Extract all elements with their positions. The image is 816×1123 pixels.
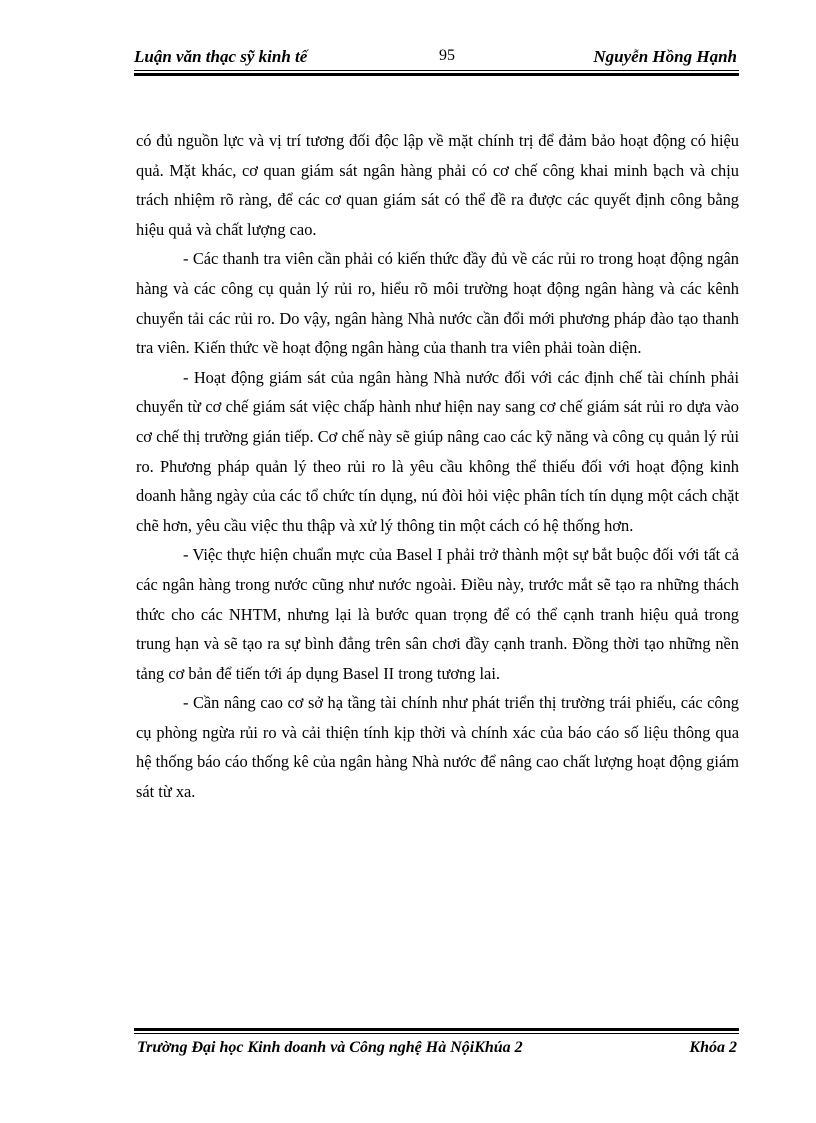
header-rule-thick <box>134 73 739 76</box>
paragraph: - Hoạt động giám sát của ngân hàng Nhà nước đối với các định chế tài chính phải chuyển từ cơ chế giám sát việc chấp hành như hiện nay sang cơ chế giám sát rủi ro dựa vào cơ chế thị trường gián tiếp. Cơ chế này sẽ giúp nâng cao các kỹ năng và công cụ quản lý rủi ro. Phương pháp quản lý theo rủi ro là yêu cầu không thể thiếu đối với hoạt động kinh doanh hằng ngày của các tổ chức tín dụng, nú đòi hỏi việc phân tích tín dụng một cách chặt chẽ hơn, yêu cầu việc thu thập và xử lý thông tin một cách có hệ thống hơn. <box>136 367 739 535</box>
header-thesis-title: Luận văn thạc sỹ kinh tế <box>134 47 308 66</box>
paragraph: có đủ nguồn lực và vị trí tương đối độc lập về mặt chính trị để đảm bảo hoạt động có hiệu quả. Mặt khác, cơ quan giám sát ngân hàng phải có cơ chế công khai minh bạch và chịu trách nhiệm rõ ràng, để các cơ quan giám sát có thể đề ra được các quyết định công bằng hiệu quả và chất lượng cao. <box>136 131 739 239</box>
page-footer <box>134 1037 739 1063</box>
footer-rule-thick <box>134 1028 739 1031</box>
header-rule-thin <box>134 70 739 71</box>
footer-rule-thin <box>134 1033 739 1034</box>
header-author: Nguyễn Hồng Hạnh <box>593 47 737 66</box>
paragraph: - Cần nâng cao cơ sở hạ tầng tài chính như phát triển thị trường trái phiếu, các công cụ phòng ngừa rủi ro và cải thiện tính kịp thời và chính xác của báo cáo số liệu thông qua hệ thống báo cáo thống kê của ngân hàng Nhà nước để nâng cao chất lượng hoạt động giám sát từ xa. <box>136 693 739 802</box>
body-text <box>136 126 739 807</box>
footer-university: Trường Đại học Kinh doanh và Công nghệ Hà NộiKhúa 2 <box>137 1039 523 1056</box>
page-header <box>134 45 739 73</box>
footer-course: Khóa 2 <box>689 1039 737 1056</box>
paragraph: - Các thanh tra viên cần phải có kiến thức đầy đủ về các rủi ro trong hoạt động ngân hàng và các công cụ quản lý rủi ro, hiểu rõ môi trường hoạt động ngân hàng và các kênh chuyển tải các rủi ro. Do vậy, ngân hàng Nhà nước cần đổi mới phương pháp đào tạo thanh tra viên. Kiến thức về hoạt động ngân hàng của thanh tra viên phải toàn diện. <box>136 249 739 358</box>
page-number: 95 <box>439 47 455 64</box>
paragraph: - Việc thực hiện chuẩn mực của Basel I phải trở thành một sự bắt buộc đối với tất cả các ngân hàng trong nước cũng như nước ngoài. Điều này, trước mắt sẽ tạo ra những thách thức cho các NHTM, nhưng lại là bước quan trọng để có thể cạnh tranh hiệu quả trong trung hạn và sẽ tạo ra sự bình đẳng trên sân chơi đầy cạnh tranh. Đồng thời tạo những nền tảng cơ bản để tiến tới áp dụng Basel II trong tương lai. <box>136 545 739 683</box>
